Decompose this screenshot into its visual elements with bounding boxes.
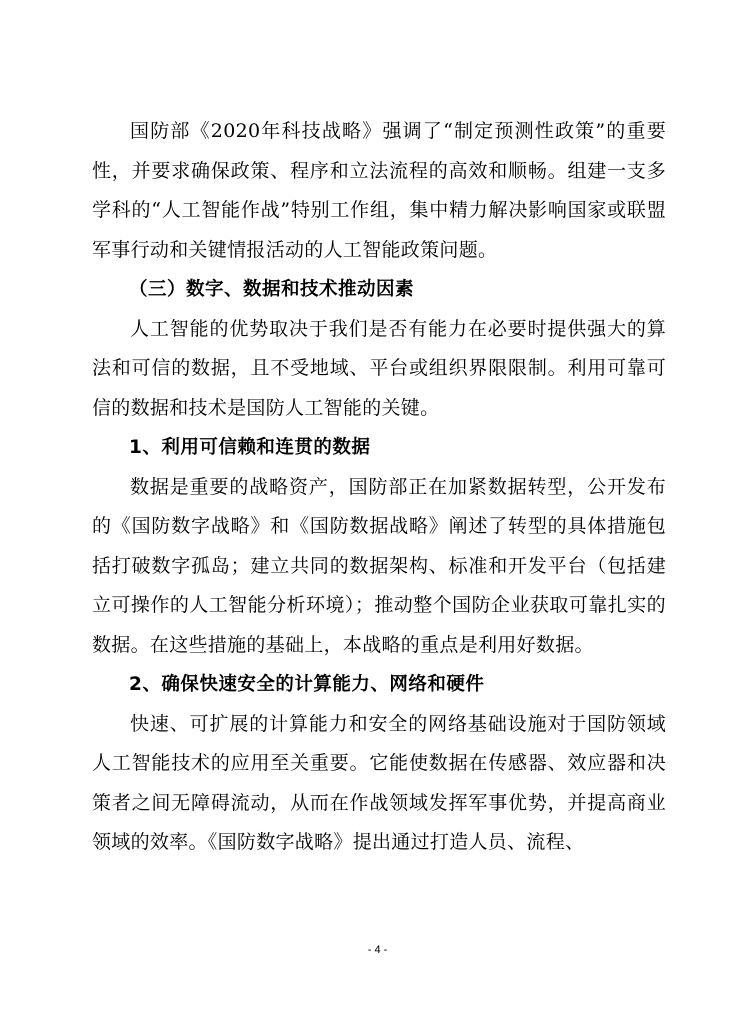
page-number: - 4 - — [367, 944, 388, 956]
subheading-trusted-data: 1、利用可信赖和连贯的数据 — [129, 437, 371, 458]
section-heading-digital-data-tech: （三）数字、数据和技术推动因素 — [129, 279, 415, 300]
paragraph-compute-infrastructure: 快速、可扩展的计算能力和安全的网络基础设施对于国防领域人工智能技术的应用至关重要。它能使数据在传感器、效应器和决策者之间无障碍流动，从而在作战领域发挥军事优势，并提高商业领域的效率。《国防数字战略》提出通过打造人员、流程、 — [92, 712, 666, 853]
paragraph-ai-advantage: 人工智能的优势取决于我们是否有能力在必要时提供强大的算法和可信的数据，且不受地域、平台或组织界限限制。利用可靠可信的数据和技术是国防人工智能的关键。 — [92, 317, 666, 419]
paragraph-policy: 国防部《2020年科技战略》强调了“制定预测性政策”的重要性，并要求确保政策、程序和立法流程的高效和顺畅。组建一支多学科的“人工智能作战”特别工作组，集中精力解决影响国家或联盟军事行动和关键情报活动的人工智能政策问题。 — [92, 120, 666, 261]
paragraph-data-strategy: 数据是重要的战略资产，国防部正在加紧数据转型，公开发布的《国防数字战略》和《国防数据战略》阐述了转型的具体措施包括打破数字孤岛；建立共同的数据架构、标准和开发平台（包括建立可操作的人工智能分析环境）；推动整个国防企业获取可靠扎实的数据。在这些措施的基础上，本战略的重点是利用好数据。 — [92, 475, 666, 656]
document-body — [92, 112, 666, 863]
subheading-compute-network-hardware: 2、确保快速安全的计算能力、网络和硬件 — [129, 674, 485, 695]
